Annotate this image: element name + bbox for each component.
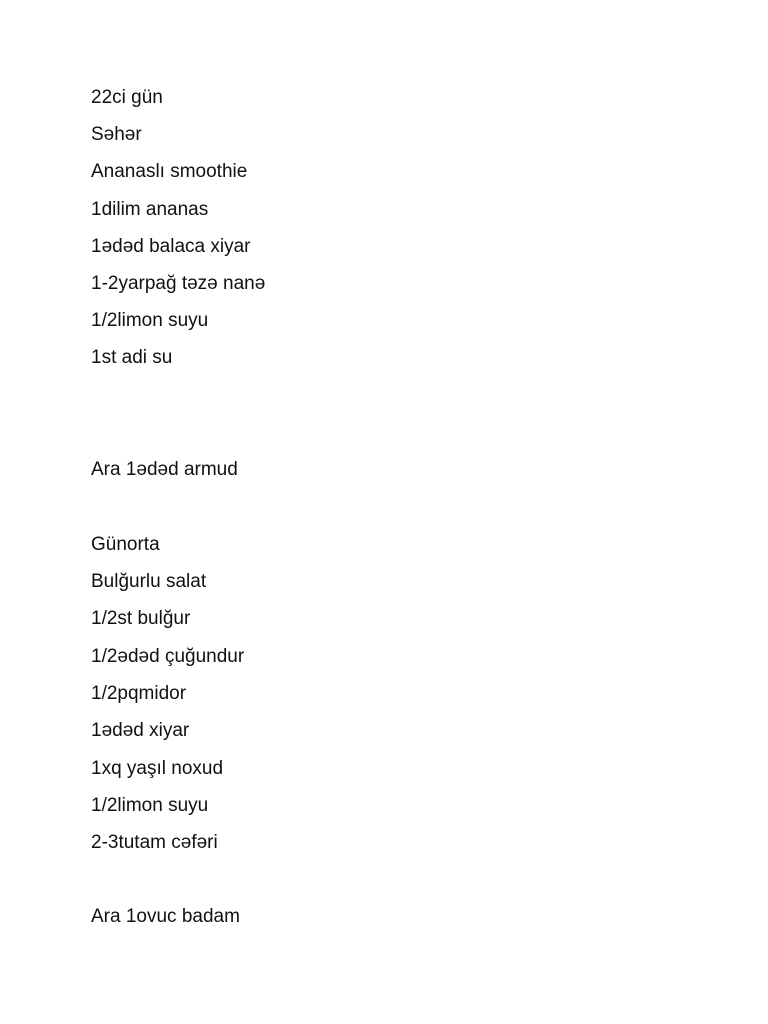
ingredient-line: 1dilim ananas <box>91 199 209 220</box>
ingredient-line: 1/2ədəd çuğundur <box>91 646 245 667</box>
morning-heading: Səhər <box>91 124 142 145</box>
morning-recipe-title: Ananaslı smoothie <box>91 161 248 182</box>
ingredient-line: 2-3tutam cəfəri <box>91 832 218 853</box>
ingredient-line: 1ədəd balaca xiyar <box>91 236 251 257</box>
ingredient-line: 1st adi su <box>91 347 173 368</box>
ingredient-line: 1ədəd xiyar <box>91 720 190 741</box>
snack-line: Ara 1ovuc badam <box>91 906 240 927</box>
ingredient-line: 1xq yaşıl noxud <box>91 758 224 779</box>
lunch-heading: Günorta <box>91 534 160 555</box>
ingredient-line: 1/2pqmidor <box>91 683 187 704</box>
ingredient-line: 1/2st bulğur <box>91 608 191 629</box>
ingredient-line: 1-2yarpağ təzə nanə <box>91 273 266 294</box>
lunch-recipe-title: Bulğurlu salat <box>91 571 207 592</box>
ingredient-line: 1/2limon suyu <box>91 310 209 331</box>
ingredient-line: 1/2limon suyu <box>91 795 209 816</box>
day-title: 22ci gün <box>91 87 163 108</box>
snack-line: Ara 1ədəd armud <box>91 459 238 480</box>
